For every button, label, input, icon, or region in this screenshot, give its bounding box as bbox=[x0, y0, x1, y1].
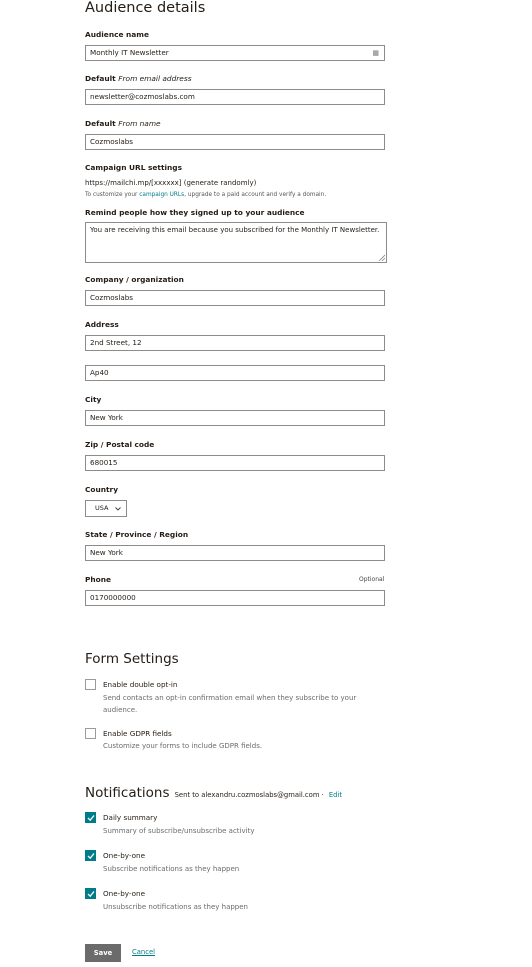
audience-name-value: Monthly IT Newsletter bbox=[90, 48, 169, 57]
remind-textarea[interactable] bbox=[85, 222, 387, 263]
zip-input[interactable]: 680015 bbox=[85, 455, 385, 471]
cancel-link[interactable]: Cancel bbox=[132, 948, 156, 956]
unsubscribe-one-by-one-checkbox[interactable] bbox=[85, 888, 96, 899]
company-label: Company / organization bbox=[85, 275, 184, 284]
state-label: State / Province / Region bbox=[85, 530, 189, 539]
state-input[interactable]: New York bbox=[85, 545, 385, 561]
save-button[interactable]: Save bbox=[85, 944, 121, 962]
company-input[interactable]: Cozmoslabs bbox=[85, 290, 385, 306]
subscribe-one-by-one-checkbox[interactable] bbox=[85, 850, 96, 861]
double-optin-label: Enable double opt-in bbox=[103, 680, 178, 689]
gdpr-description: Customize your forms to include GDPR fields. bbox=[103, 742, 263, 750]
resize-handle-icon[interactable] bbox=[378, 254, 385, 261]
campaign-url-note: To customize your campaign URLs, upgrade to a paid account and verify a domain. bbox=[85, 192, 327, 198]
form-settings-heading: Form Settings bbox=[85, 651, 179, 667]
checkmark-icon bbox=[87, 852, 95, 860]
chevron-down-icon bbox=[115, 507, 121, 511]
edit-email-link[interactable]: Edit bbox=[328, 791, 343, 799]
audience-details-heading: Audience details bbox=[85, 0, 206, 16]
country-select[interactable] bbox=[85, 500, 127, 517]
daily-summary-description: Summary of subscribe/unsubscribe activity bbox=[103, 827, 255, 835]
address-line1-input[interactable]: 2nd Street, 12 bbox=[85, 335, 385, 351]
remind-label: Remind people how they signed up to your audience bbox=[85, 208, 305, 217]
daily-summary-label: Daily summary bbox=[103, 813, 158, 822]
notifications-header bbox=[85, 782, 342, 801]
checkmark-icon bbox=[87, 890, 95, 898]
campaign-urls-link[interactable]: campaign URLs bbox=[139, 192, 185, 198]
remind-value: You are receiving this email because you subscribed for the Monthly IT Newsletter. bbox=[90, 226, 380, 234]
city-label: City bbox=[85, 395, 102, 404]
gdpr-checkbox[interactable] bbox=[85, 728, 96, 739]
audience-name-label: Audience name bbox=[85, 30, 150, 39]
double-optin-checkbox[interactable] bbox=[85, 679, 96, 690]
country-value: USA bbox=[95, 504, 109, 512]
phone-optional-label: Optional bbox=[359, 576, 385, 583]
campaign-url-label: Campaign URL settings bbox=[85, 163, 182, 172]
zip-label: Zip / Postal code bbox=[85, 440, 155, 449]
text-expander-icon[interactable]: ▦ bbox=[372, 49, 379, 57]
subscribe-one-by-one-label: One-by-one bbox=[103, 851, 146, 860]
audience-name-input[interactable] bbox=[85, 45, 385, 61]
address-label: Address bbox=[85, 320, 119, 329]
phone-label: Phone bbox=[85, 575, 112, 584]
unsubscribe-one-by-one-label: One-by-one bbox=[103, 889, 146, 898]
unsubscribe-one-by-one-description: Unsubscribe notifications as they happen bbox=[103, 903, 248, 911]
notifications-heading: Notifications bbox=[85, 785, 170, 801]
notifications-sent-to: Sent to alexandru.cozmoslabs@gmail.com · bbox=[174, 791, 324, 799]
double-optin-description: Send contacts an opt-in confirmation email when they subscribe to your audience. bbox=[103, 694, 357, 714]
gdpr-label: Enable GDPR fields bbox=[103, 729, 172, 738]
country-label: Country bbox=[85, 485, 119, 494]
from-email-label: Default From email address bbox=[85, 74, 192, 83]
phone-input[interactable]: 0170000000 bbox=[85, 590, 385, 606]
from-email-input[interactable]: newsletter@cozmoslabs.com bbox=[85, 89, 385, 105]
subscribe-one-by-one-description: Subscribe notifications as they happen bbox=[103, 865, 240, 873]
daily-summary-checkbox[interactable] bbox=[85, 812, 96, 823]
from-name-label: Default From name bbox=[85, 119, 161, 128]
campaign-url-value: https://mailchi.mp/[xxxxxx] (generate randomly) bbox=[85, 179, 257, 187]
checkmark-icon bbox=[87, 814, 95, 822]
address-line2-input[interactable]: Ap40 bbox=[85, 365, 385, 381]
city-input[interactable]: New York bbox=[85, 410, 385, 426]
from-name-input[interactable]: Cozmoslabs bbox=[85, 134, 385, 150]
